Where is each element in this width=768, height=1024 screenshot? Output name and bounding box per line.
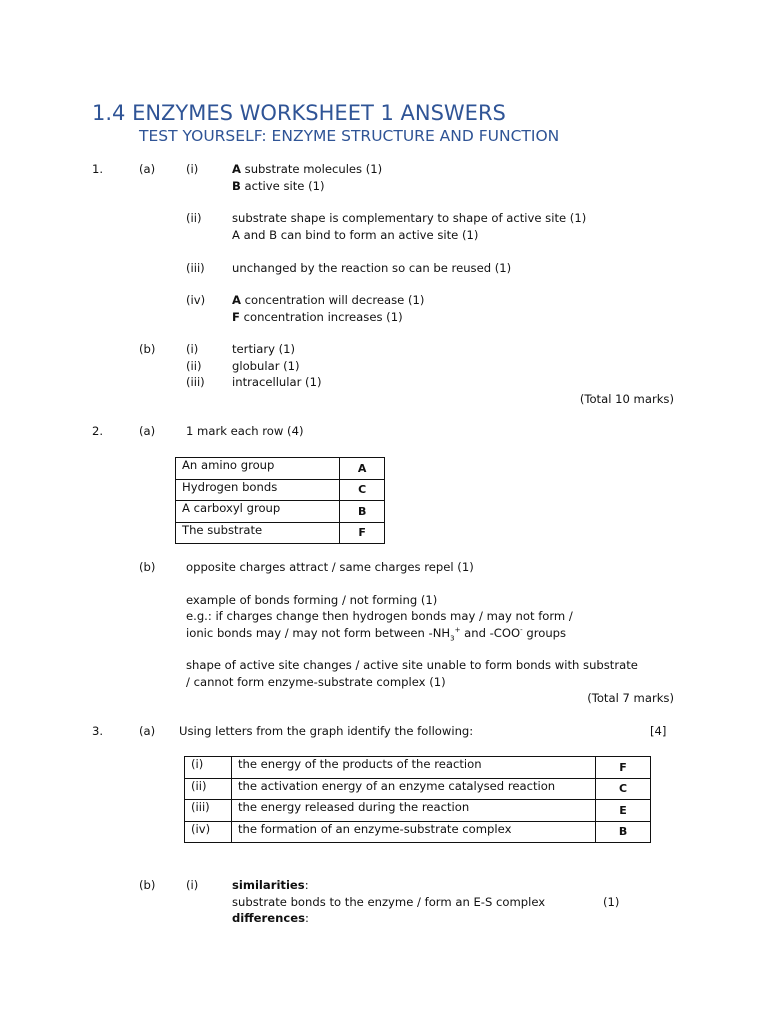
- table-row: [185, 757, 651, 779]
- table-cell-letter: A: [340, 458, 385, 480]
- q3-answer-table: [184, 756, 651, 843]
- q1b-iii-text: intracellular (1): [232, 375, 322, 389]
- table-cell-item: An amino group: [176, 458, 340, 480]
- q1a-ii-line1: substrate shape is complementary to shape of active site (1): [232, 211, 587, 225]
- q1b-i-label: (i): [186, 342, 199, 356]
- table-row: [176, 501, 385, 523]
- page-title: 1.4 ENZYMES WORKSHEET 1 ANSWERS: [92, 101, 506, 125]
- table-cell-desc: the formation of an enzyme-substrate complex: [231, 821, 595, 843]
- bold-letter: A: [232, 293, 241, 307]
- answer-text: concentration increases (1): [239, 310, 403, 324]
- table-cell-desc: the energy released during the reaction: [231, 800, 595, 822]
- bold-label: similarities: [232, 878, 305, 892]
- table-cell-roman: (iii): [185, 800, 232, 822]
- q3-part-b: (b): [139, 878, 156, 892]
- table-cell-desc: the energy of the products of the reaction: [231, 757, 595, 779]
- q1a-iv-line2: [232, 309, 403, 326]
- table-cell-roman: (i): [185, 757, 232, 779]
- answer-text: concentration will decrease (1): [240, 293, 425, 307]
- table-cell-desc: the activation energy of an enzyme catalysed reaction: [231, 778, 595, 800]
- page-subtitle: TEST YOURSELF: ENZYME STRUCTURE AND FUNCTION: [139, 127, 560, 145]
- q2b-line5: shape of active site changes / active site unable to form bonds with substrate: [186, 658, 638, 672]
- q1b-ii-label: (ii): [186, 359, 202, 373]
- superscript: -: [520, 626, 523, 635]
- table-cell-letter: F: [340, 522, 385, 544]
- q1-total-marks: (Total 10 marks): [579, 392, 674, 406]
- q1a-i-line1: [232, 161, 382, 178]
- q2-part-a: (a): [139, 424, 156, 438]
- colon: :: [304, 878, 309, 892]
- q2-total-marks: (Total 7 marks): [587, 691, 674, 705]
- q1a-ii-line2: A and B can bind to form an active site (1): [232, 228, 479, 242]
- answer-text: active site (1): [240, 179, 325, 193]
- q1a-iii-label: (iii): [186, 261, 205, 275]
- table-row: [176, 522, 385, 544]
- q2b-line4: [186, 625, 566, 642]
- table-cell-letter: F: [596, 757, 651, 779]
- table-row: [185, 778, 651, 800]
- q3b-similarities-heading: [232, 877, 309, 894]
- q1a-ii-label: (ii): [186, 211, 202, 225]
- q3-number: 3.: [92, 724, 104, 738]
- q3b-differences-heading: [232, 910, 309, 927]
- q2b-line6: / cannot form enzyme-substrate complex (1): [186, 675, 446, 689]
- table-cell-letter: B: [340, 501, 385, 523]
- answer-text: ionic bonds may / may not form between -NH: [186, 626, 451, 640]
- q1b-ii-text: globular (1): [232, 359, 300, 373]
- q1a-i-line2: [232, 178, 325, 195]
- q1-part-b: (b): [139, 342, 156, 356]
- table-cell-letter: C: [340, 479, 385, 501]
- q3a-text: Using letters from the graph identify the following:: [179, 724, 474, 738]
- q2b-line1: opposite charges attract / same charges repel (1): [186, 560, 474, 574]
- answer-text: groups: [522, 626, 567, 640]
- answer-text: substrate molecules (1): [240, 162, 383, 176]
- q2b-line3: e.g.: if charges change then hydrogen bonds may / may not form /: [186, 609, 573, 623]
- colon: :: [305, 911, 309, 925]
- table-cell-item: Hydrogen bonds: [176, 479, 340, 501]
- q3-part-a: (a): [139, 724, 156, 738]
- q1a-iv-label: (iv): [186, 293, 206, 307]
- table-row: [176, 479, 385, 501]
- q2-part-b: (b): [139, 560, 156, 574]
- q1a-i-label: (i): [186, 162, 199, 176]
- q1a-iii-line1: unchanged by the reaction so can be reused (1): [232, 261, 512, 275]
- q2b-line2: example of bonds forming / not forming (1): [186, 593, 438, 607]
- superscript: +: [454, 626, 461, 635]
- bold-letter: F: [232, 310, 240, 324]
- table-cell-item: A carboxyl group: [176, 501, 340, 523]
- table-row: [185, 800, 651, 822]
- q2a-text: 1 mark each row (4): [186, 424, 304, 438]
- q3b-similarities-line1: substrate bonds to the enzyme / form an E-S complex: [232, 895, 546, 909]
- q2-answer-table: [175, 457, 385, 544]
- bold-letter: B: [232, 179, 241, 193]
- table-cell-letter: B: [596, 821, 651, 843]
- table-cell-item: The substrate: [176, 522, 340, 544]
- table-cell-roman: (iv): [185, 821, 232, 843]
- table-row: [185, 821, 651, 843]
- q3a-marks: [4]: [650, 724, 667, 738]
- bold-letter: A: [232, 162, 241, 176]
- answer-text: and -COO: [460, 626, 521, 640]
- q1a-iv-line1: [232, 292, 424, 309]
- bold-label: differences: [232, 911, 305, 925]
- q1b-iii-label: (iii): [186, 375, 205, 389]
- q1b-i-text: tertiary (1): [232, 342, 296, 356]
- table-cell-letter: E: [596, 800, 651, 822]
- q1-part-a: (a): [139, 162, 156, 176]
- table-cell-roman: (ii): [185, 778, 232, 800]
- q1-number: 1.: [92, 162, 104, 176]
- table-cell-letter: C: [596, 778, 651, 800]
- q3b-similarities-mark: (1): [603, 895, 620, 909]
- q3b-i-label: (i): [186, 878, 199, 892]
- subscript: 3: [450, 634, 455, 643]
- q2-number: 2.: [92, 424, 104, 438]
- table-row: [176, 458, 385, 480]
